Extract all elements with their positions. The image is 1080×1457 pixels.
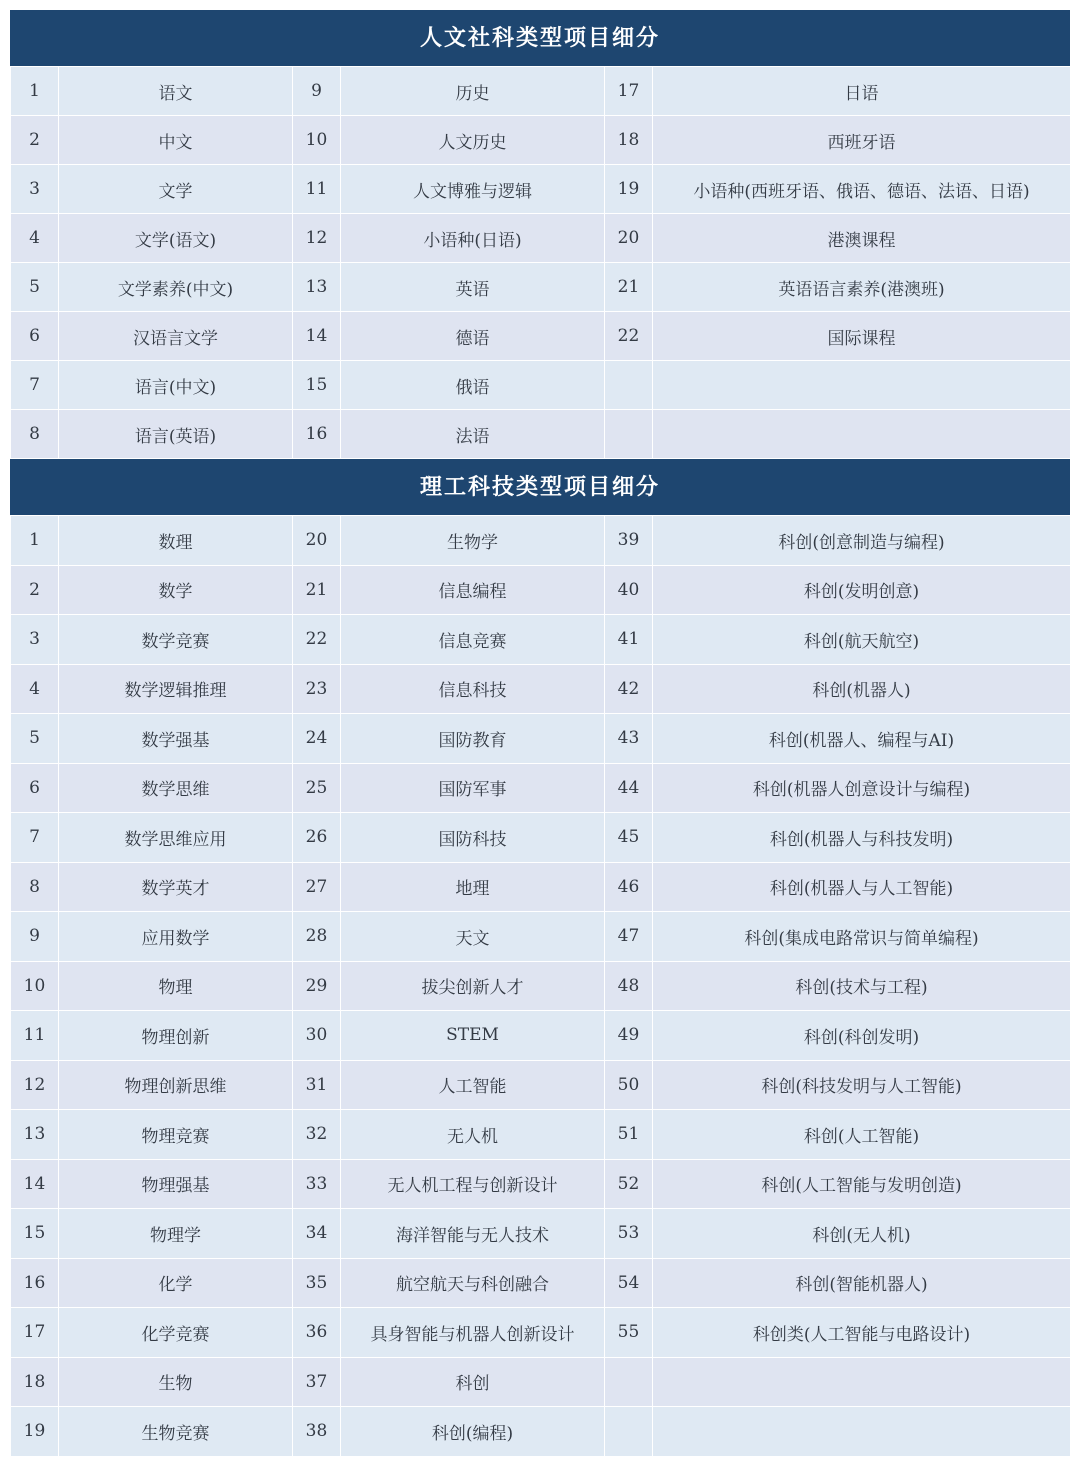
item-name: 生物学 [341, 516, 605, 566]
item-name: 西班牙语 [653, 116, 1071, 165]
item-name: 语言(英语) [59, 410, 293, 459]
item-name: 国防科技 [341, 813, 605, 863]
item-number: 6 [11, 312, 59, 361]
item-name: 数学逻辑推理 [59, 664, 293, 714]
item-number: 9 [293, 67, 341, 116]
item-name: 文学素养(中文) [59, 263, 293, 312]
table-row [11, 516, 1071, 566]
item-name: 化学竞赛 [59, 1308, 293, 1358]
item-number: 13 [293, 263, 341, 312]
table-row [11, 410, 1071, 459]
item-number: 2 [11, 565, 59, 615]
item-name: 地理 [341, 862, 605, 912]
item-name: 信息科技 [341, 664, 605, 714]
item-name: 科创(无人机) [653, 1209, 1071, 1259]
item-name: 科创(机器人、编程与AI) [653, 714, 1071, 764]
item-name: 俄语 [341, 361, 605, 410]
item-number: 28 [293, 912, 341, 962]
item-number: 14 [293, 312, 341, 361]
table-row [11, 1011, 1071, 1061]
item-name: 具身智能与机器人创新设计 [341, 1308, 605, 1358]
item-number: 22 [605, 312, 653, 361]
item-number: 24 [293, 714, 341, 764]
item-number: 11 [11, 1011, 59, 1061]
table-row [11, 361, 1071, 410]
item-name: 数学英才 [59, 862, 293, 912]
item-name: 科创(集成电路常识与简单编程) [653, 912, 1071, 962]
item-number [605, 1357, 653, 1407]
item-number: 34 [293, 1209, 341, 1259]
item-number: 45 [605, 813, 653, 863]
item-name: 小语种(西班牙语、俄语、德语、法语、日语) [653, 165, 1071, 214]
item-name: 语文 [59, 67, 293, 116]
table-row [11, 1060, 1071, 1110]
item-name: 日语 [653, 67, 1071, 116]
item-name: 德语 [341, 312, 605, 361]
item-name: 物理创新 [59, 1011, 293, 1061]
item-number: 4 [11, 664, 59, 714]
item-number: 3 [11, 615, 59, 665]
item-number: 46 [605, 862, 653, 912]
item-number: 42 [605, 664, 653, 714]
table-row [11, 1407, 1071, 1457]
item-number: 31 [293, 1060, 341, 1110]
item-number: 19 [11, 1407, 59, 1457]
section-title-science: 理工科技类型项目细分 [10, 459, 1070, 515]
table-row [11, 714, 1071, 764]
item-number: 5 [11, 714, 59, 764]
item-name: 科创(发明创意) [653, 565, 1071, 615]
table-row [11, 312, 1071, 361]
item-number: 17 [11, 1308, 59, 1358]
item-number: 21 [293, 565, 341, 615]
item-number: 29 [293, 961, 341, 1011]
item-number: 13 [11, 1110, 59, 1160]
item-number: 18 [605, 116, 653, 165]
item-number: 14 [11, 1159, 59, 1209]
item-name: 无人机 [341, 1110, 605, 1160]
item-number: 1 [11, 516, 59, 566]
item-number: 7 [11, 813, 59, 863]
item-number: 39 [605, 516, 653, 566]
item-number: 23 [293, 664, 341, 714]
table-row [11, 813, 1071, 863]
item-name: 国防教育 [341, 714, 605, 764]
item-name: 科创(技术与工程) [653, 961, 1071, 1011]
item-name [653, 361, 1071, 410]
item-name: 港澳课程 [653, 214, 1071, 263]
item-name: 科创类(人工智能与电路设计) [653, 1308, 1071, 1358]
item-number: 10 [11, 961, 59, 1011]
item-number: 17 [605, 67, 653, 116]
table-row [11, 1209, 1071, 1259]
item-name: 数学思维 [59, 763, 293, 813]
item-number: 16 [293, 410, 341, 459]
item-number: 21 [605, 263, 653, 312]
item-name: 人文博雅与逻辑 [341, 165, 605, 214]
item-number: 52 [605, 1159, 653, 1209]
item-number: 8 [11, 410, 59, 459]
item-name: 科创(人工智能) [653, 1110, 1071, 1160]
table-row [11, 1258, 1071, 1308]
item-name: 中文 [59, 116, 293, 165]
item-number: 49 [605, 1011, 653, 1061]
item-name: 物理学 [59, 1209, 293, 1259]
item-name: 科创(航天航空) [653, 615, 1071, 665]
item-name: 天文 [341, 912, 605, 962]
table-row [11, 165, 1071, 214]
item-name: 科创(人工智能与发明创造) [653, 1159, 1071, 1209]
science-table [10, 515, 1071, 1457]
item-name: 航空航天与科创融合 [341, 1258, 605, 1308]
item-name: 科创(机器人创意设计与编程) [653, 763, 1071, 813]
item-number: 54 [605, 1258, 653, 1308]
item-number: 12 [293, 214, 341, 263]
item-name: 物理 [59, 961, 293, 1011]
item-number: 8 [11, 862, 59, 912]
item-name: 数学思维应用 [59, 813, 293, 863]
item-number: 12 [11, 1060, 59, 1110]
item-number: 20 [293, 516, 341, 566]
table-row [11, 664, 1071, 714]
item-number: 20 [605, 214, 653, 263]
item-number: 47 [605, 912, 653, 962]
item-name [653, 410, 1071, 459]
item-name: 科创(科技发明与人工智能) [653, 1060, 1071, 1110]
item-name: 应用数学 [59, 912, 293, 962]
item-name: 科创(科创发明) [653, 1011, 1071, 1061]
item-name: 生物 [59, 1357, 293, 1407]
item-number: 4 [11, 214, 59, 263]
item-name: 国际课程 [653, 312, 1071, 361]
item-number: 15 [11, 1209, 59, 1259]
item-number: 35 [293, 1258, 341, 1308]
table-row [11, 1357, 1071, 1407]
item-name: 科创(创意制造与编程) [653, 516, 1071, 566]
item-name: 数理 [59, 516, 293, 566]
item-number: 50 [605, 1060, 653, 1110]
section-title-humanities: 人文社科类型项目细分 [10, 10, 1070, 66]
item-number: 1 [11, 67, 59, 116]
item-number: 18 [11, 1357, 59, 1407]
item-number: 7 [11, 361, 59, 410]
table-row [11, 862, 1071, 912]
item-name: 信息竞赛 [341, 615, 605, 665]
humanities-table [10, 66, 1071, 459]
item-number: 51 [605, 1110, 653, 1160]
item-name: 生物竞赛 [59, 1407, 293, 1457]
item-name: 科创(机器人与科技发明) [653, 813, 1071, 863]
item-name: 法语 [341, 410, 605, 459]
item-name: 科创(机器人与人工智能) [653, 862, 1071, 912]
item-number: 38 [293, 1407, 341, 1457]
item-number: 6 [11, 763, 59, 813]
item-number [605, 410, 653, 459]
item-number: 48 [605, 961, 653, 1011]
item-number: 19 [605, 165, 653, 214]
item-name: 科创(编程) [341, 1407, 605, 1457]
table-row [11, 214, 1071, 263]
item-name: 信息编程 [341, 565, 605, 615]
table-row [11, 912, 1071, 962]
item-name: 文学 [59, 165, 293, 214]
table-row [11, 1159, 1071, 1209]
item-name: 无人机工程与创新设计 [341, 1159, 605, 1209]
table-row [11, 961, 1071, 1011]
item-number: 25 [293, 763, 341, 813]
item-number: 27 [293, 862, 341, 912]
item-number: 9 [11, 912, 59, 962]
table-row [11, 565, 1071, 615]
item-number: 36 [293, 1308, 341, 1358]
item-number: 30 [293, 1011, 341, 1061]
item-number [605, 1407, 653, 1457]
item-name: 数学强基 [59, 714, 293, 764]
table-row [11, 1110, 1071, 1160]
table-row [11, 67, 1071, 116]
item-number: 43 [605, 714, 653, 764]
item-number: 26 [293, 813, 341, 863]
item-number: 32 [293, 1110, 341, 1160]
item-name: 物理创新思维 [59, 1060, 293, 1110]
item-number: 3 [11, 165, 59, 214]
item-number [605, 361, 653, 410]
item-number: 11 [293, 165, 341, 214]
table-row [11, 116, 1071, 165]
item-number: 22 [293, 615, 341, 665]
item-number: 16 [11, 1258, 59, 1308]
project-tables [10, 10, 1070, 1457]
item-number: 53 [605, 1209, 653, 1259]
item-name: 海洋智能与无人技术 [341, 1209, 605, 1259]
item-name: STEM [341, 1011, 605, 1061]
item-number: 5 [11, 263, 59, 312]
item-name: 历史 [341, 67, 605, 116]
item-number: 10 [293, 116, 341, 165]
item-name: 汉语言文学 [59, 312, 293, 361]
item-number: 44 [605, 763, 653, 813]
item-name: 物理强基 [59, 1159, 293, 1209]
item-number: 55 [605, 1308, 653, 1358]
item-name: 数学竞赛 [59, 615, 293, 665]
item-name: 文学(语文) [59, 214, 293, 263]
item-name: 拔尖创新人才 [341, 961, 605, 1011]
item-name: 人工智能 [341, 1060, 605, 1110]
item-number: 15 [293, 361, 341, 410]
item-name: 英语语言素养(港澳班) [653, 263, 1071, 312]
item-name: 数学 [59, 565, 293, 615]
item-name: 物理竞赛 [59, 1110, 293, 1160]
item-number: 40 [605, 565, 653, 615]
item-name [653, 1407, 1071, 1457]
item-name: 小语种(日语) [341, 214, 605, 263]
item-number: 33 [293, 1159, 341, 1209]
item-name: 科创(机器人) [653, 664, 1071, 714]
item-name: 人文历史 [341, 116, 605, 165]
item-number: 37 [293, 1357, 341, 1407]
item-name: 语言(中文) [59, 361, 293, 410]
item-number: 2 [11, 116, 59, 165]
table-row [11, 763, 1071, 813]
table-row [11, 615, 1071, 665]
item-name: 国防军事 [341, 763, 605, 813]
item-number: 41 [605, 615, 653, 665]
item-name [653, 1357, 1071, 1407]
table-row [11, 263, 1071, 312]
item-name: 化学 [59, 1258, 293, 1308]
item-name: 科创(智能机器人) [653, 1258, 1071, 1308]
table-row [11, 1308, 1071, 1358]
item-name: 英语 [341, 263, 605, 312]
item-name: 科创 [341, 1357, 605, 1407]
